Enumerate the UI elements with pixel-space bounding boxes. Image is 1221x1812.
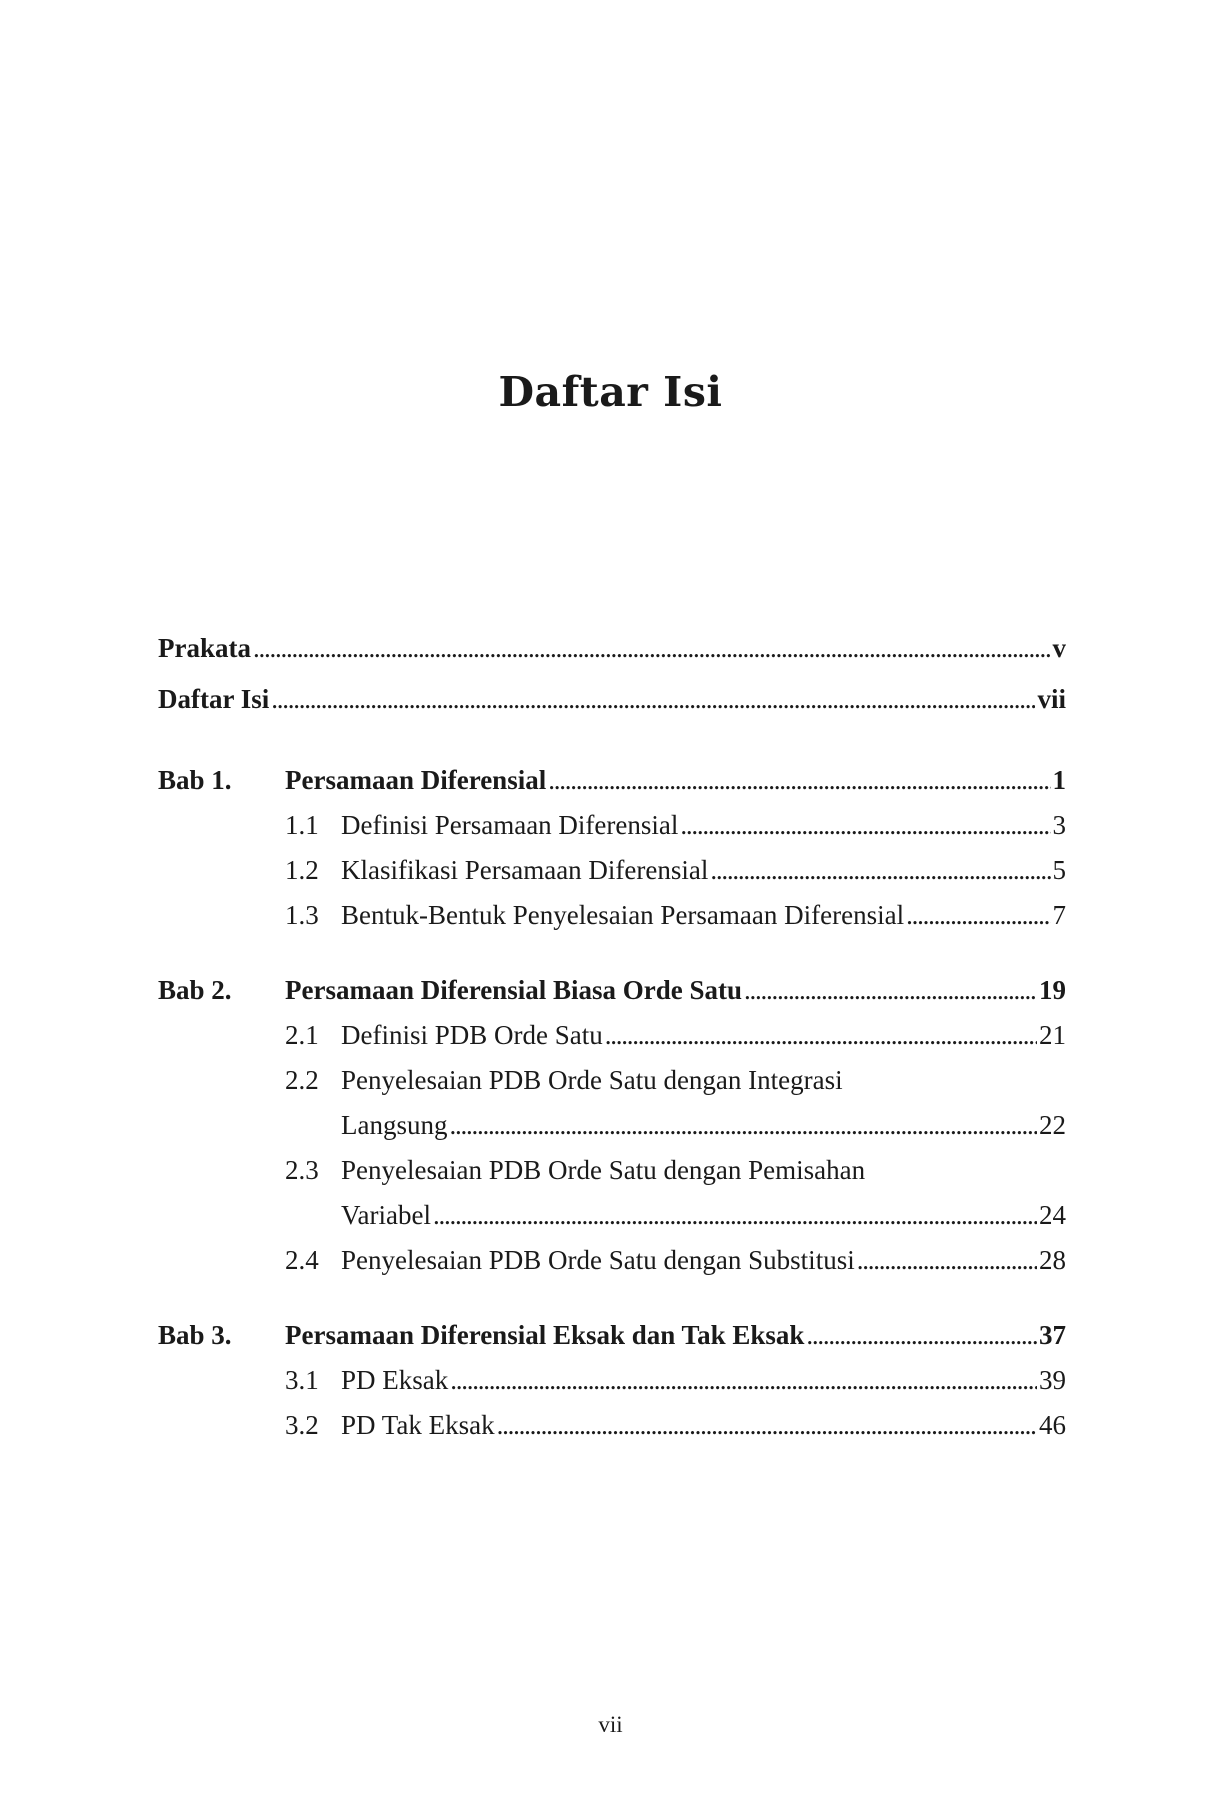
dot-leader [906, 893, 1050, 938]
toc-page-number: 3 [1052, 810, 1066, 840]
section-number: 2.2 [285, 1065, 319, 1095]
dot-leader [806, 1313, 1037, 1358]
toc-entry-prakata[interactable] [158, 626, 1066, 671]
dot-leader [548, 758, 1050, 803]
toc-page-number: 19 [1039, 975, 1066, 1005]
toc-page-number: 39 [1039, 1365, 1066, 1395]
chapter-title: Persamaan Diferensial [285, 765, 547, 795]
toc-page-number: v [1052, 633, 1066, 663]
section-title-continued: Variabel [341, 1200, 431, 1230]
dot-leader [449, 1103, 1037, 1148]
toc-section-2-2-continued[interactable] [158, 1103, 1066, 1148]
toc-page-number: 5 [1052, 855, 1066, 885]
toc-section-2-4[interactable] [158, 1238, 1066, 1283]
section-number: 2.3 [285, 1155, 319, 1185]
dot-leader [433, 1193, 1037, 1238]
toc-entry-title: Daftar Isi [158, 684, 270, 714]
toc-page-number: 7 [1052, 900, 1066, 930]
dot-leader [680, 803, 1050, 848]
toc-section-2-3[interactable] [158, 1148, 1066, 1193]
page-title: Daftar Isi [498, 368, 723, 416]
section-title: Penyelesaian PDB Orde Satu dengan Integrasi [341, 1065, 843, 1095]
toc-section-2-3-continued[interactable] [158, 1193, 1066, 1238]
dot-leader [857, 1238, 1037, 1283]
section-title: Klasifikasi Persamaan Diferensial [341, 855, 709, 885]
toc-section-1-3[interactable] [158, 893, 1066, 938]
section-number: 1.2 [285, 855, 319, 885]
toc-section-1-1[interactable] [158, 803, 1066, 848]
dot-leader [497, 1403, 1037, 1448]
toc-page-number: 22 [1039, 1110, 1066, 1140]
toc-chapter-3[interactable] [158, 1313, 1066, 1358]
section-title-continued: Langsung [341, 1110, 448, 1140]
section-title: PD Eksak [341, 1365, 449, 1395]
dot-leader [271, 677, 1035, 722]
toc-page-number: 1 [1052, 765, 1066, 795]
section-title: Penyelesaian PDB Orde Satu dengan Substitusi [341, 1245, 855, 1275]
dot-leader [605, 1013, 1037, 1058]
toc-page-number: 24 [1039, 1200, 1066, 1230]
chapter-title: Persamaan Diferensial Eksak dan Tak Eksak [285, 1320, 805, 1350]
section-title: Definisi Persamaan Diferensial [341, 810, 679, 840]
section-title: Bentuk-Bentuk Penyelesaian Persamaan Diferensial [341, 900, 905, 930]
toc-page-number: 28 [1039, 1245, 1066, 1275]
toc-section-2-2[interactable] [158, 1058, 1066, 1103]
section-title: Penyelesaian PDB Orde Satu dengan Pemisahan [341, 1155, 866, 1185]
toc-section-1-2[interactable] [158, 848, 1066, 893]
section-title: PD Tak Eksak [341, 1410, 495, 1440]
dot-leader [450, 1358, 1037, 1403]
toc-page-number: vii [1037, 684, 1066, 714]
toc-chapter-1[interactable] [158, 758, 1066, 803]
chapter-label: Bab 1. [158, 765, 232, 795]
section-number: 2.1 [285, 1020, 319, 1050]
dot-leader [744, 968, 1037, 1013]
toc-section-2-1[interactable] [158, 1013, 1066, 1058]
section-number: 1.1 [285, 810, 319, 840]
chapter-label: Bab 2. [158, 975, 232, 1005]
section-number: 3.1 [285, 1365, 319, 1395]
toc-section-3-2[interactable] [158, 1403, 1066, 1448]
chapter-label: Bab 3. [158, 1320, 232, 1350]
toc-chapter-2[interactable] [158, 968, 1066, 1013]
section-number: 3.2 [285, 1410, 319, 1440]
dot-leader [253, 626, 1051, 671]
toc-page-number: 21 [1039, 1020, 1066, 1050]
section-number: 2.4 [285, 1245, 319, 1275]
toc-entry-title: Prakata [158, 633, 251, 663]
dot-leader [710, 848, 1050, 893]
toc-entry-daftar-isi[interactable] [158, 677, 1066, 722]
table-of-contents [158, 626, 1066, 1448]
chapter-title: Persamaan Diferensial Biasa Orde Satu [285, 975, 742, 1005]
section-number: 1.3 [285, 900, 319, 930]
toc-page-number: 46 [1039, 1410, 1066, 1440]
toc-section-3-1[interactable] [158, 1358, 1066, 1403]
section-title: Definisi PDB Orde Satu [341, 1020, 603, 1050]
toc-page-number: 37 [1039, 1320, 1066, 1350]
footer-page-number: vii [598, 1712, 623, 1737]
